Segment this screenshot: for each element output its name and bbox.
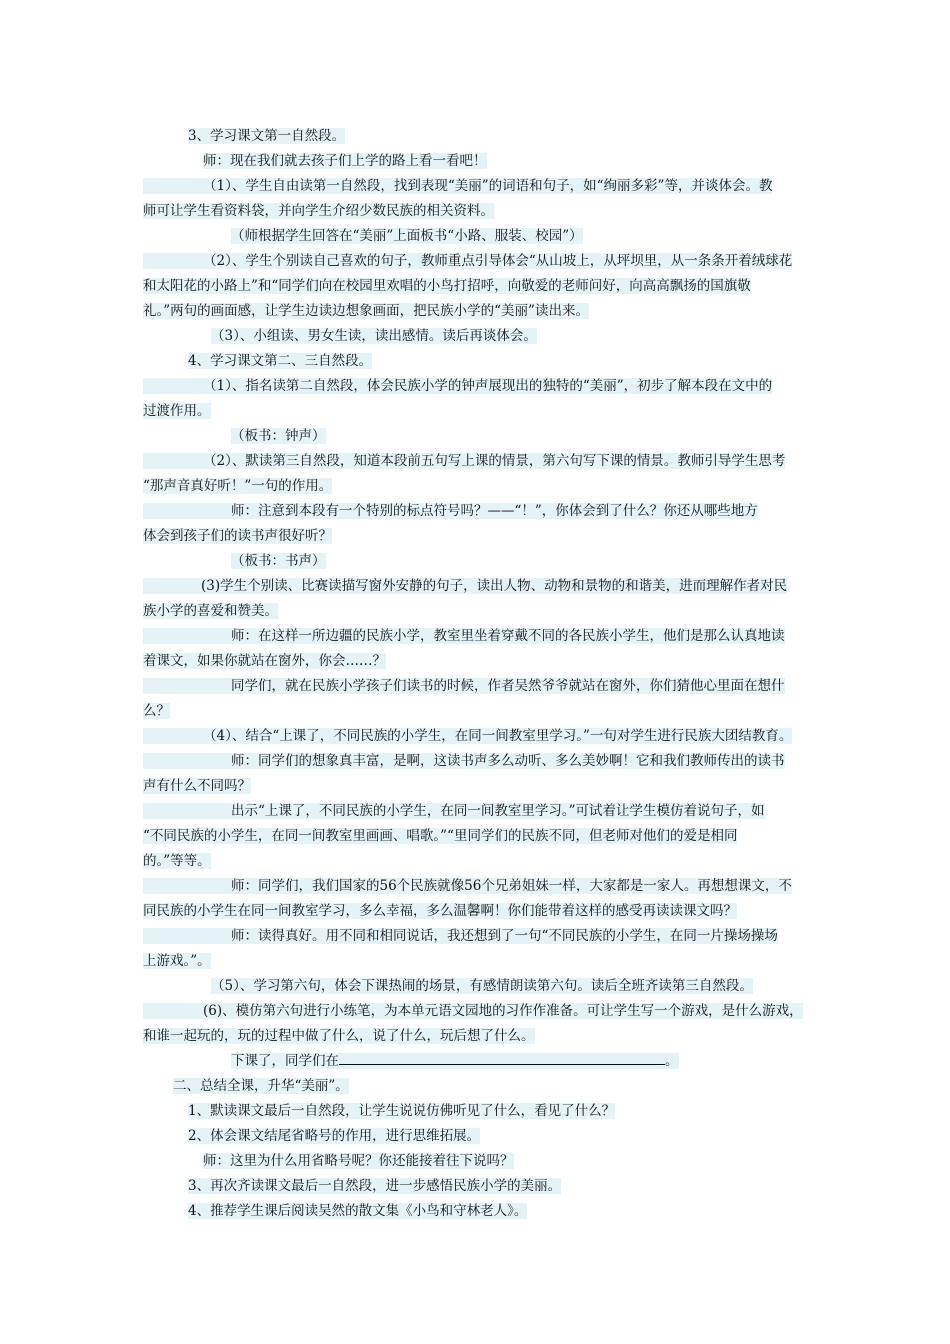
text-line: （2）、默读第三自然段，知道本段前五句写上课的情景，第六句写下课的情景。教师引导学生思考 bbox=[143, 453, 785, 469]
document-body bbox=[143, 124, 823, 1224]
paragraph bbox=[143, 974, 823, 999]
text-line: （师根据学生回答在“美丽”上面板书“小路、服装、校园”） bbox=[231, 228, 583, 244]
text-line: 和太阳花的小路上”和“同学们向在校园里欢唱的小鸟打招呼，向敬爱的老师问好，向高高飘扬的国旗敬 bbox=[143, 278, 751, 294]
paragraph bbox=[143, 924, 823, 974]
paragraph bbox=[143, 174, 823, 224]
blank-underline bbox=[339, 1050, 665, 1065]
text-line: （5）、学习第六句，体会下课热闹的场景，有感情朗读第六句。读后全班齐读第三自然段。 bbox=[211, 978, 753, 994]
text-line: 4、学习课文第二、三自然段。 bbox=[188, 353, 373, 369]
text-line: 3、学习课文第一自然段。 bbox=[188, 128, 346, 144]
list-item bbox=[143, 1099, 823, 1124]
paragraph bbox=[143, 574, 823, 624]
text-line: 。 bbox=[665, 1053, 679, 1069]
text-line: 体会到孩子们的读书声很好听？ bbox=[143, 528, 332, 544]
paragraph bbox=[143, 724, 823, 749]
paragraph bbox=[143, 799, 823, 874]
list-item bbox=[143, 1124, 823, 1149]
text-line: (3)学生个别读、比赛读描写窗外安静的句子，读出人物、动物和景物的和谐美，进而理解作者对民 bbox=[143, 578, 787, 594]
text-line: 声有什么不同吗？ bbox=[143, 778, 251, 794]
paragraph bbox=[143, 374, 823, 424]
text-line: 3、再次齐读课文最后一自然段，进一步感悟民族小学的美丽。 bbox=[188, 1178, 562, 1194]
text-line: （1）、学生自由读第一自然段，找到表现“美丽”的词语和句子，如“绚丽多彩”等，并谈体会。教 bbox=[143, 178, 772, 194]
text-line: 同民族的小学生在同一间教室学习，多么幸福，多么温馨啊！你们能带着这样的感受再读读课文吗？ bbox=[143, 903, 737, 919]
fill-in-blank-text bbox=[231, 1053, 679, 1069]
paragraph bbox=[143, 1149, 823, 1174]
text-line: 师：现在我们就去孩子们上学的路上看一看吧！ bbox=[203, 153, 487, 169]
list-item bbox=[143, 1199, 823, 1224]
text-line: (6)、模仿第六句进行小练笔，为本单元语文园地的习作作准备。可让学生写一个游戏，是什么游戏， bbox=[143, 1003, 803, 1019]
text-line: （板书：书声） bbox=[231, 553, 326, 569]
text-line: 礼。”两句的画面感，让学生边读边想象画面，把民族小学的“美丽”读出来。 bbox=[143, 303, 589, 319]
text-line: 师：读得真好。用不同和相同说话，我还想到了一句“不同民族的小学生，在同一片操场操场 bbox=[143, 928, 778, 944]
paragraph bbox=[143, 499, 823, 549]
section-heading-3 bbox=[143, 124, 823, 149]
text-line: 么？ bbox=[143, 703, 170, 719]
text-line: 师：注意到本段有一个特别的标点符号吗？——“！”，你体会到了什么？你还从哪些地方 bbox=[143, 503, 758, 519]
paragraph bbox=[143, 874, 823, 924]
paragraph bbox=[143, 674, 823, 724]
text-line: 同学们，就在民族小学孩子们读书的时候，作者吴然爷爷就站在窗外，你们猜他心里面在想什 bbox=[143, 678, 785, 694]
text-line: （4）、结合“上课了，不同民族的小学生，在同一间教室里学习。”一句对学生进行民族大团结教育。 bbox=[143, 728, 792, 744]
text-line: 过渡作用。 bbox=[143, 403, 211, 419]
paragraph bbox=[143, 324, 823, 349]
text-line: （1）、指名读第二自然段，体会民族小学的钟声展现出的独特的“美丽”，初步了解本段在文中的 bbox=[143, 378, 772, 394]
paragraph bbox=[143, 249, 823, 324]
text-line: 上游戏。”。 bbox=[143, 953, 211, 969]
text-line: 和谁一起玩的，玩的过程中做了什么，说了什么，玩后想了什么。 bbox=[143, 1028, 535, 1044]
blackboard-note bbox=[143, 424, 823, 449]
text-line: “不同民族的小学生，在同一间教室里画画、唱歌。”“里同学们的民族不同，但老师对他们的爱是相同 bbox=[143, 828, 738, 844]
text-line: “那声音真好听！”一句的作用。 bbox=[143, 478, 333, 494]
section-heading-2 bbox=[143, 1074, 823, 1099]
text-line: 2、体会课文结尾省略号的作用，进行思维拓展。 bbox=[188, 1128, 481, 1144]
text-line: 4、推荐学生课后阅读吴然的散文集《小鸟和守林老人》。 bbox=[188, 1203, 528, 1219]
text-line: 师可让学生看资料袋，并向学生介绍少数民族的相关资料。 bbox=[143, 203, 494, 219]
paragraph bbox=[143, 749, 823, 799]
text-line: 师：同学们的想象真丰富，是啊，这读书声多么动听、多么美妙啊！它和我们教师传出的读书 bbox=[143, 753, 785, 769]
text-line: 1、默读课文最后一自然段，让学生说说仿佛听见了什么，看见了什么？ bbox=[188, 1103, 616, 1119]
paragraph bbox=[143, 449, 823, 499]
text-line: 着课文，如果你就站在窗外，你会……？ bbox=[143, 653, 386, 669]
paragraph bbox=[143, 624, 823, 674]
blackboard-note bbox=[143, 549, 823, 574]
paragraph bbox=[143, 149, 823, 174]
text-line: 下课了，同学们在 bbox=[231, 1053, 339, 1069]
text-line: 族小学的喜爱和赞美。 bbox=[143, 603, 278, 619]
text-line: （2）、学生个别读自己喜欢的句子，教师重点引导体会“从山坡上，从坪坝里，从一条条开着绒球花 bbox=[143, 253, 792, 269]
list-item bbox=[143, 1174, 823, 1199]
fill-in-blank-line bbox=[143, 1049, 823, 1074]
text-line: 师：同学们，我们国家的56个民族就像56个兄弟姐妹一样，大家都是一家人。再想想课文，不 bbox=[143, 878, 792, 894]
text-line: 师：这里为什么用省略号呢？你还能接着往下说吗？ bbox=[203, 1153, 514, 1169]
paragraph bbox=[143, 999, 823, 1049]
text-line: 师：在这样一所边疆的民族小学，教室里坐着穿戴不同的各民族小学生，他们是那么认真地读 bbox=[143, 628, 785, 644]
text-line: （板书：钟声） bbox=[231, 428, 326, 444]
blackboard-note bbox=[143, 224, 823, 249]
section-heading-4 bbox=[143, 349, 823, 374]
text-line: 二、总结全课，升华“美丽”。 bbox=[173, 1078, 349, 1094]
text-line: 的。”等等。 bbox=[143, 853, 211, 869]
text-line: 出示“上课了，不同民族的小学生，在同一间教室里学习。”可试着让学生模仿着说句子，如 bbox=[143, 803, 765, 819]
text-line: （3）、小组读、男女生读，读出感情。读后再谈体会。 bbox=[211, 328, 537, 344]
